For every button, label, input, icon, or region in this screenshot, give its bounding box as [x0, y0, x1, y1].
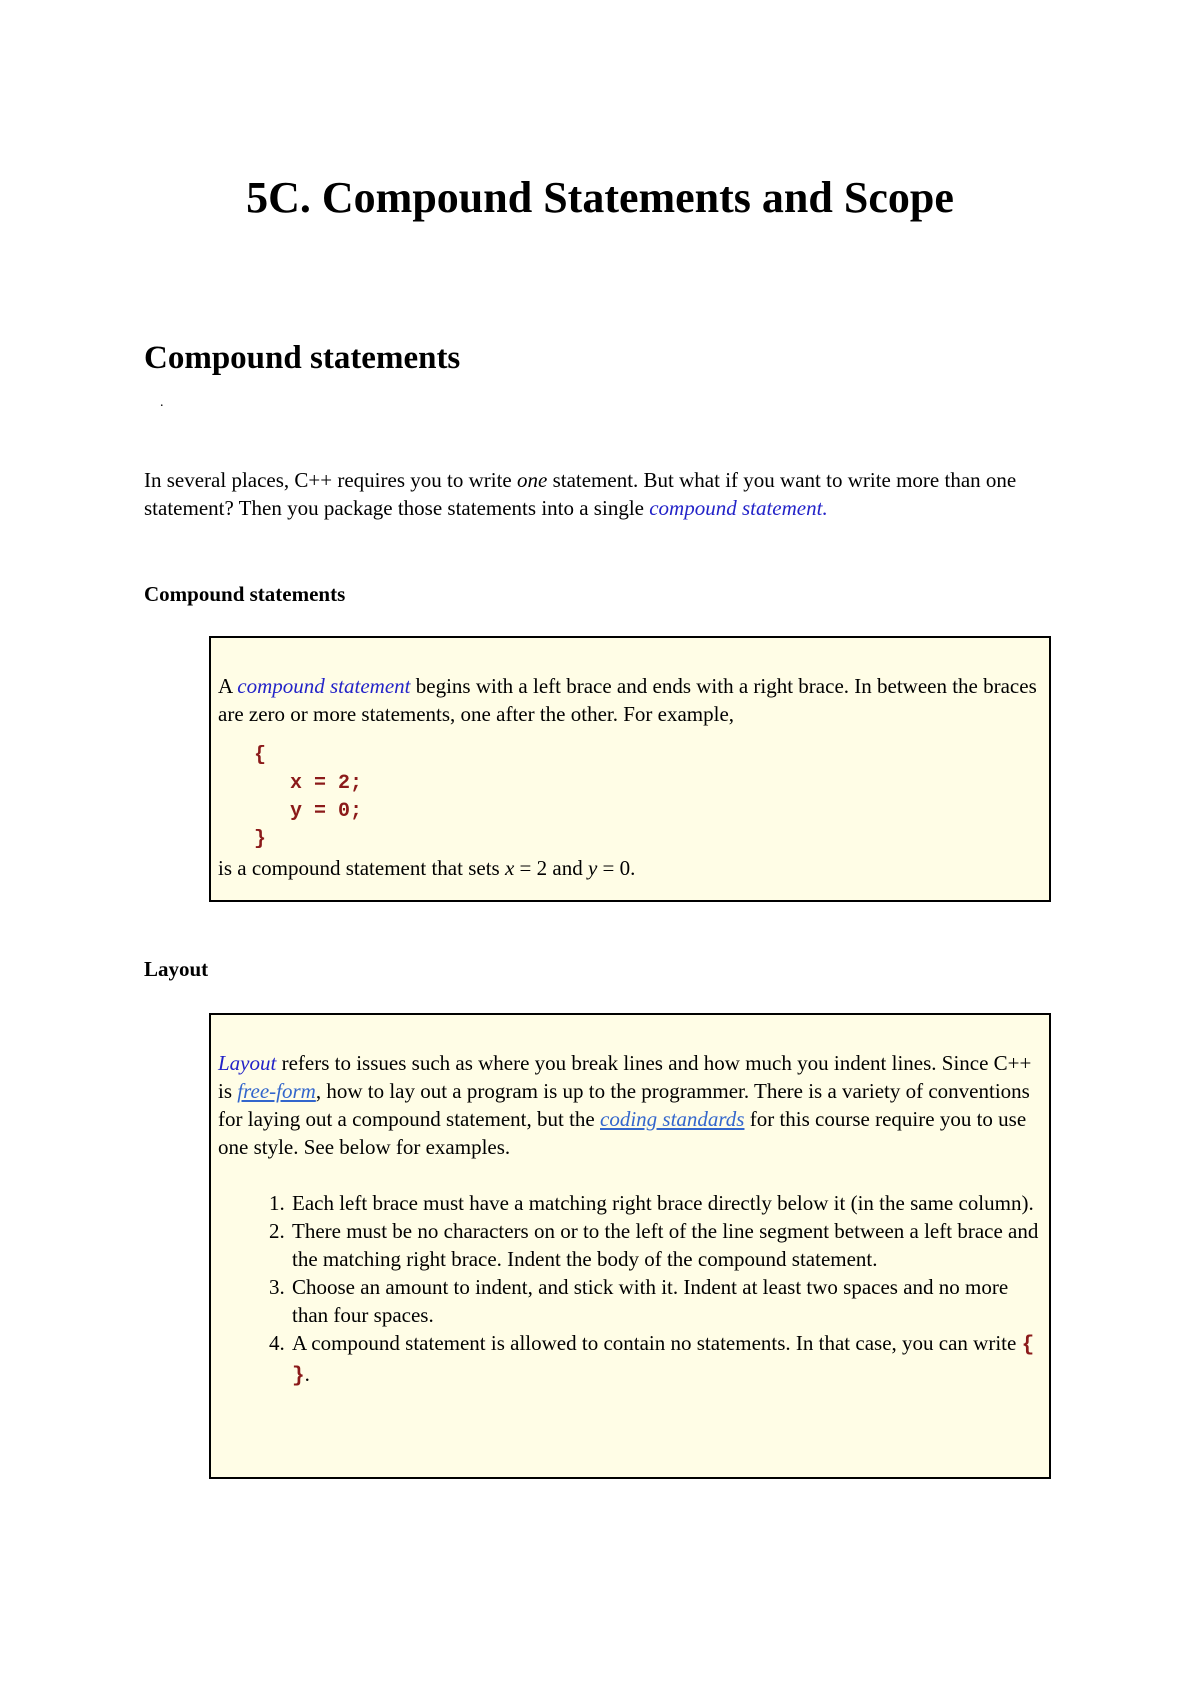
layout-term: Layout: [218, 1051, 277, 1075]
section-heading: Compound statements: [144, 340, 461, 376]
layout-text: refers to issues such as where you break lines and how much you indent lines. Since C++ is: [218, 1051, 1032, 1103]
rule4-text: .: [304, 1362, 310, 1386]
list-item: 3. Choose an amount to indent, and stick with it. Indent at least two spaces and no more than four spaces.: [290, 1273, 1041, 1329]
list-item: [290, 1329, 1041, 1391]
layout-heading: Layout: [144, 957, 209, 981]
free-form-link[interactable]: free-form: [237, 1079, 316, 1103]
list-item: 2. There must be no characters on or to the left of the line segment between a left brace and the matching right brace. Indent the body of the compound statement.: [290, 1217, 1041, 1273]
empty-braces-code: { }: [292, 1334, 1035, 1388]
definition-text: begins with a left brace and ends with a right brace. In between the braces are zero or more statements, one after the other. For example,: [218, 674, 1037, 726]
intro-emphasis: one: [517, 468, 548, 492]
list-item: 1. Each left brace must have a matching right brace directly below it (in the same column).: [290, 1189, 1041, 1217]
rule4-text: A compound statement is allowed to contain no statements. In that case, you can write: [292, 1331, 1022, 1355]
math-y: y: [587, 856, 598, 880]
intro-term: compound statement: [649, 496, 823, 520]
intro-text: statement. But what if you want to write more than one statement? Then you package those statements into a single: [144, 468, 1017, 520]
dot-mark: .: [160, 395, 164, 410]
tail-text: = 2 and: [514, 856, 588, 880]
layout-text: for this course require you to use one style. See below for examples.: [218, 1107, 1027, 1159]
page-title: 5C. Compound Statements and Scope: [246, 173, 954, 222]
intro-paragraph: [144, 466, 1024, 522]
compound-tail: [218, 854, 1041, 882]
coding-standards-link[interactable]: coding standards: [600, 1107, 745, 1131]
code-example: { x = 2; y = 0; }: [254, 744, 363, 851]
layout-paragraph: [218, 1049, 1041, 1161]
definition-term: compound statement: [237, 674, 411, 698]
compound-definition: [218, 672, 1041, 728]
compound-statement-box: [209, 636, 1051, 902]
intro-text: In several places, C++ requires you to write: [144, 468, 517, 492]
layout-box: [209, 1013, 1051, 1479]
layout-text: , how to lay out a program is up to the programmer. There is a variety of conventions for laying out a compound statement, but the: [218, 1079, 1030, 1131]
tail-text: = 0.: [597, 856, 636, 880]
math-x: x: [504, 856, 515, 880]
tail-text: is a compound statement that sets: [218, 856, 505, 880]
intro-period: .: [822, 496, 828, 520]
compound-heading: Compound statements: [144, 582, 346, 606]
definition-text: A: [218, 674, 238, 698]
layout-rules-list: [218, 1189, 1041, 1391]
